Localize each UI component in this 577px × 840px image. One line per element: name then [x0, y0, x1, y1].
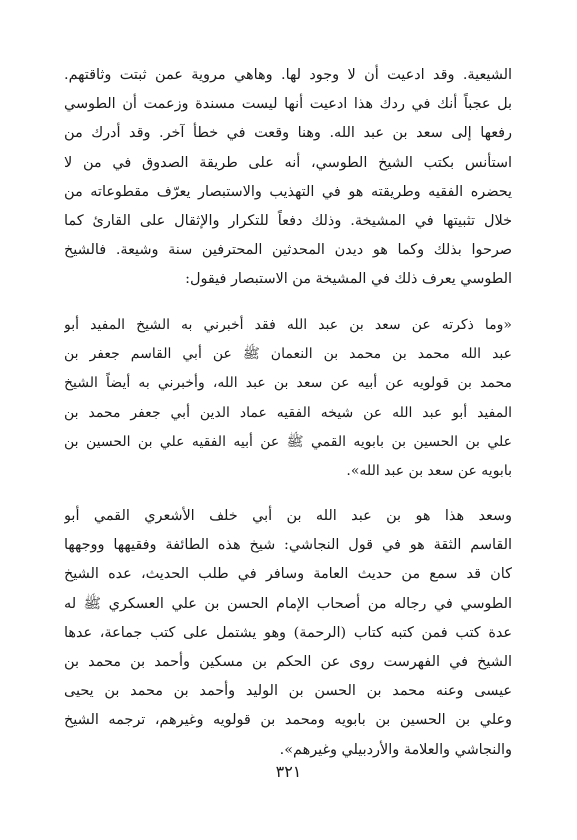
text-line: «وما ذكرته عن سعد بن عبد الله فقد أخبرني به الشيخ المفيد أبو — [64, 317, 512, 333]
page-number: ٣٢١ — [275, 762, 302, 781]
text-line: بل عجباً أنك في ردك هذا ادعيت أنها ليست مسندة وزعمت أن الطوسي — [64, 96, 512, 113]
text-line: علي بن الحسين بن بابويه القمي ﷺ عن أبيه الفقيه علي بن الحسين بن — [64, 433, 512, 450]
paragraph-argument — [64, 61, 512, 295]
text-line: خلال تثبيتها في المشيخة. وذلك دفعاً للتكرار والإثقال على القارئ كما — [64, 212, 512, 229]
text-line: وعلي بن الحسين بن بابويه ومحمد بن قولويه وغيرهم، ترجمه الشيخ — [64, 712, 512, 729]
text-line: محمد بن قولويه عن أبيه عن سعد بن عبد الله، وأخبرني به أيضاً الشيخ — [64, 375, 512, 392]
text-line: عدة كتب فمن كتبه كتاب (الرحمة) وهو يشتمل على كتب جماعة، عدها — [64, 624, 512, 641]
text-line: والنجاشي والعلامة والأردبيلي وغيرهم». — [279, 741, 512, 758]
text-line: عبد الله محمد بن محمد بن النعمان ﷺ عن أبي القاسم جعفر بن — [64, 346, 512, 363]
text-line: المفيد أبو عبد الله عن شيخه الفقيه عماد الدين أبي جعفر محمد بن — [64, 404, 512, 421]
text-line: بابويه عن سعد بن عبد الله». — [346, 462, 512, 479]
text-line: استأنس بكتب الشيخ الطوسي، أنه على طريقة الصدوق في من لا — [64, 154, 512, 171]
paragraph-biography — [64, 502, 512, 765]
text-line: صرحوا بذلك وكما هو ديدن المحدثين المحترفين سنة وشيعة. فالشيخ — [64, 242, 512, 259]
text-line: يحضره الفقيه وطريقته هو في التهذيب والاستبصار يعرّف مقطوعاته من — [64, 183, 512, 200]
paragraph-quotation — [64, 311, 512, 486]
text-line: الشيعية. وقد ادعيت أن لا وجود لها. وهاهي مروية عمن ثبتت وثاقتهم. — [64, 67, 512, 83]
text-line: الطوسي يعرف ذلك في المشيخة من الاستبصار فيقول: — [185, 271, 512, 288]
text-line: الطوسي في رجاله من أصحاب الإمام الحسن بن علي العسكري ﷺ له — [64, 595, 512, 612]
text-line: الشيخ في الفهرست روى عن الحكم بن مسكين وأحمد بن محمد بن — [64, 653, 512, 670]
text-line: القاسم الثقة هو في قول النجاشي: شيخ هذه الطائفة وفقيهها ووجهها — [64, 537, 512, 554]
text-line: كان قد سمع من حديث العامة وسافر في طلب الحديث، عده الشيخ — [64, 566, 512, 583]
text-line: عيسى وعنه محمد بن الحسن بن الوليد وأحمد بن محمد بن يحيى — [64, 683, 512, 700]
text-line: وسعد هذا هو بن عبد الله بن أبي خلف الأشعري القمي أبو — [64, 508, 512, 524]
text-line: رفعها إلى سعد بن عبد الله. وهنا وقعت في خطأ آخر. وقد أدرك من — [64, 125, 512, 142]
